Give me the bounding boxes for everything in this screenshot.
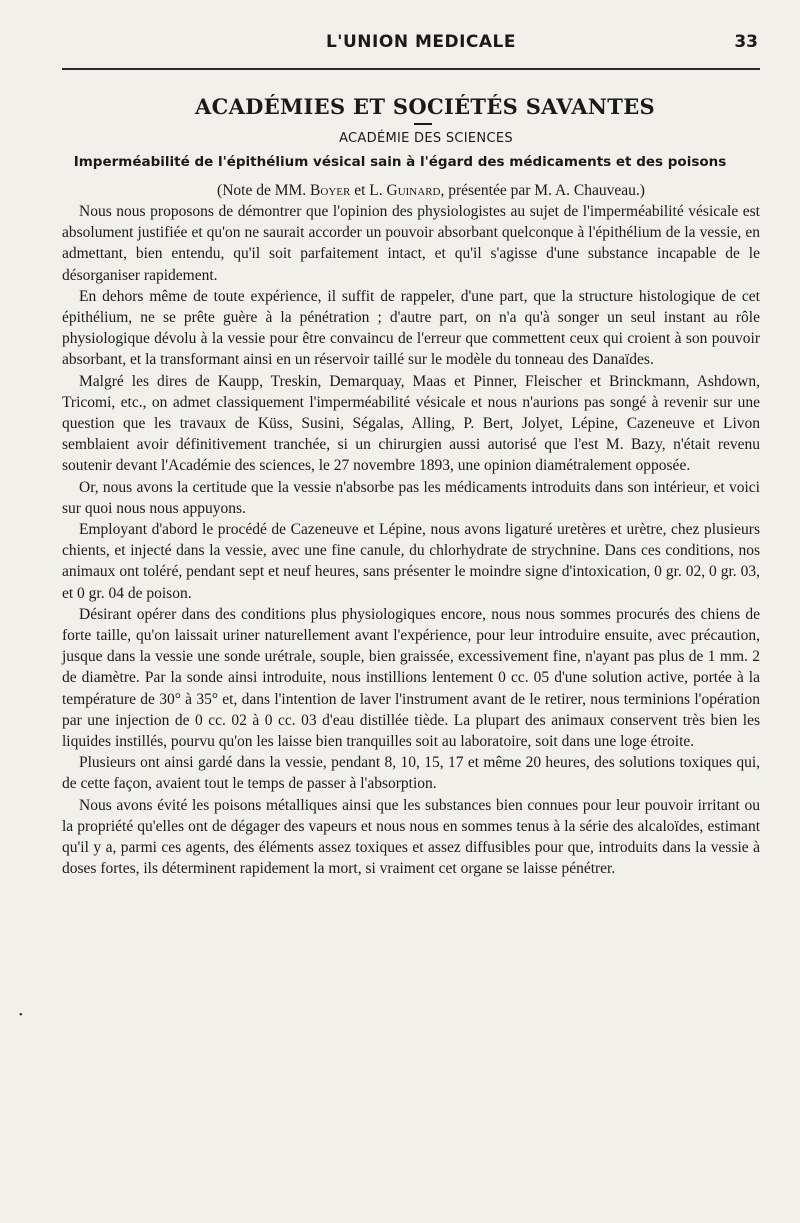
article-body: [62, 201, 760, 880]
paragraph: Nous nous proposons de démontrer que l'opinion des physiologistes au sujet de l'imperméabilité vésicale est absolument justifiée et qu'on ne saurait accorder un pouvoir absorbant quelconque à l'épithélium de la vessie, en admettant, bien entendu, qu'il soit parfaitement intact, et qu'il s'agisse d'une substance incapable de le désorganiser rapidement.: [62, 203, 760, 284]
paragraph: Nous avons évité les poisons métalliques ainsi que les substances bien connues pour leur pouvoir irritant ou la propriété qu'elles ont de dégager des vapeurs et nous nous en sommes tenus à la série des alcaloïdes, estimant qu'il y a, parmi ces agents, des éléments assez toxiques et assez diffusibles pour que, introduits dans la vessie à doses fortes, ils déterminent rapidement la mort, si vraiment cet organe se laisse pénétrer.: [62, 796, 760, 878]
title-dash: [414, 123, 432, 125]
margin-mark: •: [19, 1010, 23, 1021]
note-suffix: , présentée par M. A. Chauveau.): [440, 182, 645, 199]
page-number: 33: [734, 32, 758, 52]
article-note: [62, 182, 760, 200]
author-guinard: Guinard: [386, 182, 441, 199]
paragraph: Employant d'abord le procédé de Cazeneuve et Lépine, nous avons ligaturé uretères et urètre, chez plusieurs chients, et injecté dans la vessie, avec une fine canule, du chlorhydrate de strychnine. Dans ces conditions, nos animaux ont toléré, pendant sept et neuf heures, sans présenter le moindre signe d'intoxication, 0 gr. 02, 0 gr. 03, et 0 gr. 04 de poison.: [62, 521, 760, 602]
article-title: Imperméabilité de l'épithélium vésical sain à l'égard des médicaments et des poisons: [73, 154, 727, 170]
paragraph: Plusieurs ont ainsi gardé dans la vessie, pendant 8, 10, 15, 17 et même 20 heures, des solutions toxiques qui, de cette façon, avaient tout le temps de passer à l'absorption.: [62, 754, 760, 793]
paragraph: Désirant opérer dans des conditions plus physiologiques encore, nous nous sommes procurés des chiens de forte taille, qu'on laissait uriner naturellement avant l'expérience, pour leur introduire ensuite, avec précaution, jusque dans la vessie une sonde urétrale, souple, bien graissée, excessivement fine, n'ayant pas plus de 1 mm. 2 de diamètre. Par la sonde ainsi introduite, nous instillions lentement 0 cc. 05 d'une solution active, portée à la température de 30° à 35° et, dans l'intention de laver l'instrument avant de le retirer, nous terminions l'opération par une injection de 0 cc. 02 à 0 cc. 03 d'eau distillée tiède. La plupart des animaux conservent très bien les liquides instillés, pourvu qu'on les laisse bien tranquilles soit au laboratoire, soit dans une loge étroite.: [62, 605, 760, 751]
note-prefix: (Note de MM.: [217, 182, 307, 199]
paragraph: Or, nous avons la certitude que la vessie n'absorbe pas les médicaments introduits dans son intérieur, et voici sur quoi nous nous appuyons.: [62, 478, 760, 517]
paragraph: Malgré les dires de Kaupp, Treskin, Demarquay, Maas et Pinner, Fleischer et Brinckmann, Ashdown, Tricomi, etc., on admet classiquement l'imperméabilité vésicale et nous n'aurions pas songé à revenir sur une question que les travaux de Küss, Susini, Ségalas, Alling, P. Bert, Jolyet, Lépine, Cazeneuve et Livon semblaient avoir définitivement tranchée, si un chirurgien aussi autorisé que l'est M. Bazy, n'était revenu soutenir devant l'Académie des sciences, le 27 novembre 1893, une opinion diamétralement opposée.: [62, 372, 760, 475]
section-title: ACADÉMIES ET SOCIÉTÉS SAVANTES: [194, 94, 655, 119]
header-rule: [62, 68, 760, 70]
subsection-title: ACADÉMIE DES SCIENCES: [339, 131, 513, 146]
journal-title: L'UNION MEDICALE: [325, 32, 517, 52]
note-and: et L.: [354, 182, 383, 199]
running-head: [62, 0, 760, 62]
paragraph: En dehors même de toute expérience, il suffit de rappeler, d'une part, que la structure histologique de cet épithélium, ne se prête guère à la pénétration ; d'autre part, on n'a qu'à songer un seul instant au rôle physiologique dévolu à la vessie pour être convaincu de l'erreur que commettent ceux qui croient à son pouvoir absorbant, et la transformant ainsi en un réservoir taillé sur le modèle du tonneau des Danaïdes.: [62, 287, 760, 369]
author-boyer: Boyer: [310, 182, 351, 199]
